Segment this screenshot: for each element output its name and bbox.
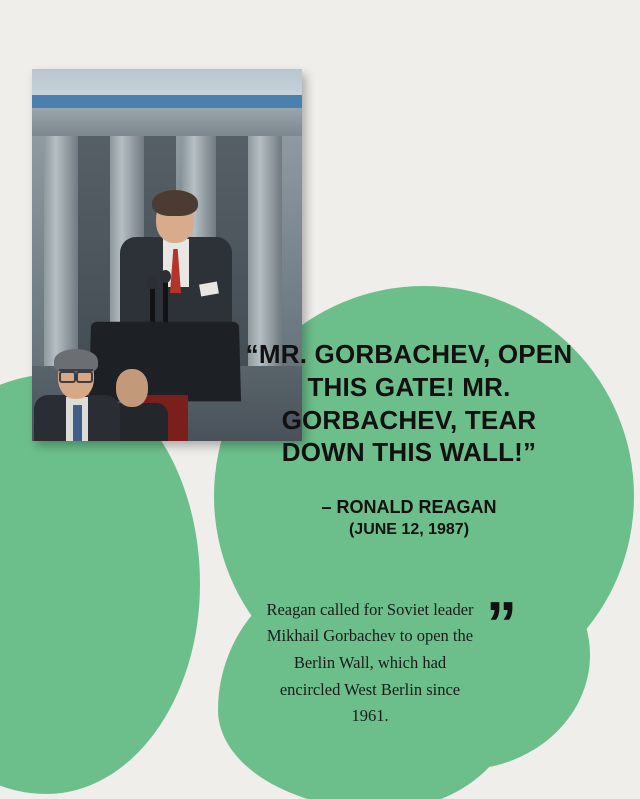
quote-text: “MR. GORBACHEV, OPEN THIS GATE! MR. GORBACHEV, TEAR DOWN THIS WALL!” [245, 339, 573, 468]
photo-architrave [32, 108, 302, 136]
podium [89, 322, 241, 402]
photo-column [248, 136, 282, 366]
seated-man-one-tie [73, 405, 82, 441]
photo-blue-banner [32, 95, 302, 108]
attribution-date: (JUNE 12, 1987) [348, 521, 470, 539]
quotation-mark-icon: ” [486, 590, 517, 659]
eyeglasses-icon [59, 369, 93, 379]
attribution [244, 495, 574, 541]
quote-block [244, 338, 574, 541]
attribution-name: – RONALD REAGAN [321, 497, 497, 517]
microphone-icon [150, 284, 155, 326]
microphone-icon [163, 278, 168, 326]
seated-man-two-head [116, 369, 148, 407]
speaker-hair [152, 190, 198, 216]
photo-column [44, 136, 78, 366]
caption-text: Reagan called for Soviet leader Mikhail Gorbachev to open the Berlin Wall, which had encircled West Berlin since 1961. [266, 599, 474, 726]
